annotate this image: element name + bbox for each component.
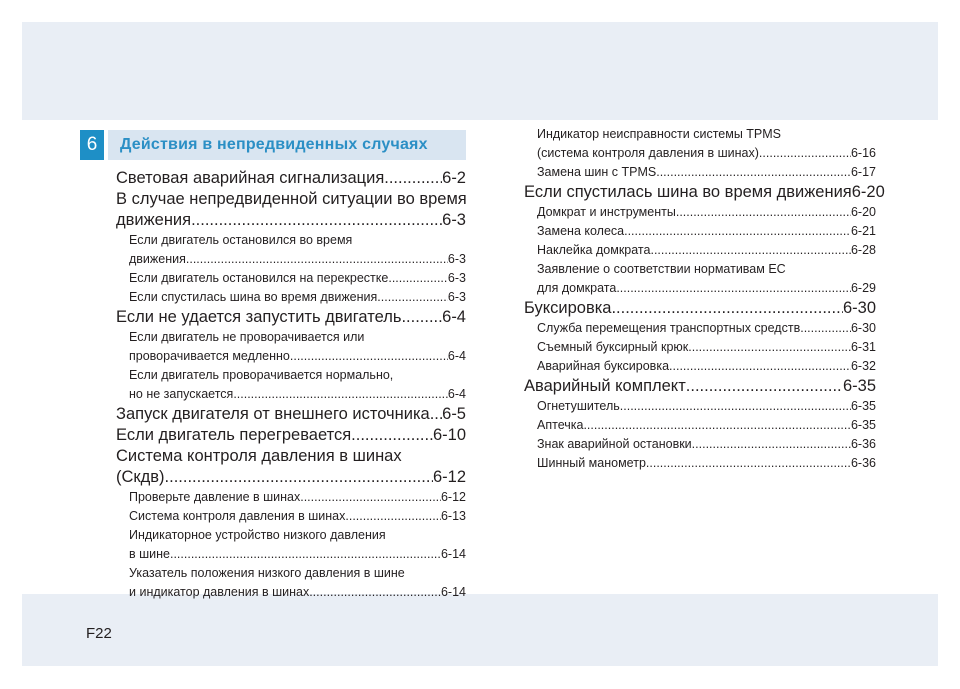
dot-leader	[300, 488, 441, 507]
toc-entry[interactable]	[524, 260, 876, 298]
toc-entry[interactable]	[116, 168, 466, 189]
toc-entry-row	[537, 279, 876, 298]
toc-entry-row	[116, 404, 466, 425]
toc-entry-page: 6-4	[442, 308, 466, 326]
toc-entry-title: движения	[129, 252, 186, 266]
toc-entry-row	[537, 454, 876, 473]
toc-entry-page: 6-14	[440, 547, 466, 561]
toc-entry-line: Индикатор неисправности системы TPMS	[537, 127, 782, 141]
toc-entry-row	[524, 376, 876, 397]
toc-entry-title: Огнетушитель	[537, 399, 620, 413]
toc-entry-title: движения	[116, 211, 192, 229]
dot-leader	[345, 507, 441, 526]
toc-entry-row	[537, 203, 876, 222]
toc-entry-page: 6-36	[850, 456, 876, 470]
toc-entry-row	[129, 583, 466, 602]
toc-entry-row	[537, 416, 876, 435]
dot-leader	[170, 545, 441, 564]
toc-entry-row	[524, 182, 885, 203]
toc-entry[interactable]	[524, 376, 876, 397]
dot-leader	[616, 279, 851, 298]
toc-entry-row	[129, 250, 466, 269]
toc-entry-page: 6-35	[850, 399, 876, 413]
toc-entry[interactable]	[116, 307, 466, 328]
toc-entry-page: 6-16	[850, 146, 876, 160]
dot-leader	[676, 203, 851, 222]
toc-entry[interactable]	[524, 357, 876, 376]
dot-leader	[401, 307, 442, 328]
dot-leader	[351, 425, 433, 446]
toc-entry-page: 6-21	[850, 224, 876, 238]
toc-entry-line: Заявление о соответствии нормативам ЕС	[537, 262, 786, 276]
header-band	[22, 22, 938, 120]
toc-entry[interactable]	[116, 488, 466, 507]
toc-entry-line: Если двигатель проворачивается нормально,	[129, 368, 394, 382]
dot-leader	[669, 357, 851, 376]
dot-leader	[191, 210, 442, 231]
dot-leader	[430, 404, 442, 425]
toc-entry[interactable]	[524, 319, 876, 338]
toc-entry-title: для домкрата	[537, 281, 617, 295]
dot-leader	[309, 583, 441, 602]
toc-entry[interactable]	[116, 425, 466, 446]
toc-entry-row	[129, 488, 466, 507]
dot-leader	[388, 269, 448, 288]
toc-entry[interactable]	[524, 241, 876, 260]
toc-entry-title: Если спустилась шина во время движения	[524, 183, 852, 201]
toc-entry-title: Если не удается запустить двигатель	[116, 308, 402, 326]
dot-leader	[233, 385, 448, 404]
toc-entry[interactable]	[524, 163, 876, 182]
toc-entry-title: проворачивается медленно	[129, 349, 290, 363]
toc-entry-title: Световая аварийная сигнализация	[116, 169, 385, 187]
toc-entry-row	[129, 269, 466, 288]
toc-right-column	[524, 125, 885, 473]
toc-entry[interactable]	[524, 298, 876, 319]
toc-entry-row	[537, 397, 876, 416]
toc-entry-page: 6-5	[442, 405, 466, 423]
toc-entry[interactable]	[524, 125, 876, 163]
toc-entry-page: 6-36	[850, 437, 876, 451]
toc-entry-page: 6-3	[447, 271, 466, 285]
toc-entry-title: в шине	[129, 547, 170, 561]
toc-entry-row	[129, 507, 466, 526]
dot-leader	[692, 435, 851, 454]
toc-entry[interactable]	[524, 416, 876, 435]
toc-entry-title: Буксировка	[524, 299, 612, 317]
toc-entry-page: 6-35	[850, 418, 876, 432]
toc-entry-title: Замена шин с TPMS	[537, 165, 657, 179]
dot-leader	[186, 250, 448, 269]
toc-entry-title: Знак аварийной остановки	[537, 437, 692, 451]
toc-entry-line: Если двигатель остановился во время	[129, 233, 353, 247]
toc-entry-page: 6-30	[850, 321, 876, 335]
toc-entry[interactable]	[116, 507, 466, 526]
toc-entry[interactable]	[524, 182, 885, 203]
toc-entry-title: но не запускается	[129, 387, 234, 401]
toc-entry-title: Если двигатель остановился на перекрестке	[129, 271, 389, 285]
toc-entry[interactable]	[116, 288, 466, 307]
toc-entry[interactable]	[116, 231, 466, 269]
toc-entry[interactable]	[524, 203, 876, 222]
toc-entry[interactable]	[116, 564, 466, 602]
toc-entry-page: 6-17	[850, 165, 876, 179]
toc-entry-page: 6-20	[850, 205, 876, 219]
toc-entry-title: Съемный буксирный крюк	[537, 340, 689, 354]
footer-band	[22, 594, 938, 666]
toc-entry-title: Система контроля давления в шинах	[129, 509, 346, 523]
toc-entry-page: 6-3	[447, 252, 466, 266]
toc-entry-title: Замена колеса	[537, 224, 625, 238]
toc-entry-row	[116, 307, 466, 328]
toc-entry-row	[116, 425, 466, 446]
toc-entry-row	[537, 144, 876, 163]
page-number: F22	[86, 625, 112, 642]
toc-entry-page: 6-32	[850, 359, 876, 373]
toc-entry-row	[537, 163, 876, 182]
toc-left-column	[116, 168, 466, 602]
toc-entry-row	[129, 288, 466, 307]
toc-entry-title: Наклейка домкрата	[537, 243, 651, 257]
toc-entry-page: 6-12	[432, 468, 466, 486]
toc-entry[interactable]	[524, 454, 876, 473]
toc-entry-row	[537, 241, 876, 260]
toc-entry-page: 6-13	[440, 509, 466, 523]
dot-leader	[656, 163, 851, 182]
toc-entry-page: 6-4	[447, 349, 466, 363]
toc-entry-title: Служба перемещения транспортных средств	[537, 321, 801, 335]
toc-entry-title: Аптечка	[537, 418, 584, 432]
toc-entry-page: 6-2	[442, 169, 466, 187]
toc-entry-page: 6-29	[850, 281, 876, 295]
toc-entry[interactable]	[116, 526, 466, 564]
toc-entry-title: Шинный манометр	[537, 456, 646, 470]
chapter-title: Действия в непредвиденных случаях	[108, 130, 466, 160]
toc-entry-title: Аварийная буксировка	[537, 359, 670, 373]
dot-leader	[583, 416, 851, 435]
toc-entry-line: Указатель положения низкого давления в шине	[129, 566, 405, 580]
toc-entry-page: 6-3	[447, 290, 466, 304]
toc-entry[interactable]	[116, 189, 466, 231]
toc-entry-row	[116, 210, 466, 231]
dot-leader	[620, 397, 851, 416]
dot-leader	[611, 298, 843, 319]
toc-entry-row	[116, 168, 466, 189]
toc-entry-row	[129, 545, 466, 564]
toc-entry-row	[116, 467, 466, 488]
toc-entry-row	[129, 347, 466, 366]
toc-entry-page: 6-4	[447, 387, 466, 401]
chapter-number: 6	[80, 130, 104, 160]
toc-entry-row	[129, 385, 466, 404]
toc-entry-row	[537, 435, 876, 454]
dot-leader	[377, 288, 448, 307]
toc-entry-row	[537, 319, 876, 338]
dot-leader	[384, 168, 442, 189]
toc-entry-page: 6-20	[851, 183, 885, 201]
toc-entry-title: Запуск двигателя от внешнего источника	[116, 405, 430, 423]
toc-entry[interactable]	[116, 404, 466, 425]
toc-entry-title: Аварийный комплект	[524, 377, 686, 395]
toc-entry[interactable]	[524, 222, 876, 241]
dot-leader	[646, 454, 851, 473]
toc-entry-title: (система контроля давления в шинах)	[537, 146, 759, 160]
dot-leader	[650, 241, 851, 260]
toc-entry-title: (Скдв)	[116, 468, 165, 486]
toc-entry-line: Система контроля давления в шинах	[116, 447, 402, 465]
toc-entry-page: 6-3	[442, 211, 466, 229]
dot-leader	[688, 338, 851, 357]
toc-entry-page: 6-30	[842, 299, 876, 317]
toc-entry-row	[524, 298, 876, 319]
toc-entry[interactable]	[116, 269, 466, 288]
toc-entry-page: 6-35	[842, 377, 876, 395]
toc-entry-title: Если двигатель перегревается	[116, 426, 352, 444]
toc-entry-title: Проверьте давление в шинах	[129, 490, 301, 504]
toc-entry[interactable]	[524, 397, 876, 416]
toc-entry[interactable]	[116, 328, 466, 366]
dot-leader	[686, 376, 843, 397]
toc-entry-page: 6-28	[850, 243, 876, 257]
toc-entry-line: Если двигатель не проворачивается или	[129, 330, 365, 344]
toc-entry[interactable]	[524, 435, 876, 454]
dot-leader	[290, 347, 448, 366]
toc-entry[interactable]	[524, 338, 876, 357]
toc-entry-line: Индикаторное устройство низкого давления	[129, 528, 386, 542]
toc-entry-title: Если спустилась шина во время движения	[129, 290, 378, 304]
toc-entry[interactable]	[116, 366, 466, 404]
toc-entry-title: Домкрат и инструменты	[537, 205, 676, 219]
toc-entry-page: 6-31	[850, 340, 876, 354]
toc-entry[interactable]	[116, 446, 466, 488]
dot-leader	[624, 222, 851, 241]
toc-entry-page: 6-10	[432, 426, 466, 444]
toc-entry-title: и индикатор давления в шинах	[129, 585, 310, 599]
toc-entry-row	[537, 357, 876, 376]
toc-entry-line: В случае непредвиденной ситуации во время	[116, 190, 467, 208]
toc-entry-page: 6-14	[440, 585, 466, 599]
dot-leader	[165, 467, 433, 488]
dot-leader	[759, 144, 851, 163]
toc-entry-row	[537, 338, 876, 357]
toc-entry-page: 6-12	[440, 490, 466, 504]
toc-entry-row	[537, 222, 876, 241]
dot-leader	[800, 319, 851, 338]
